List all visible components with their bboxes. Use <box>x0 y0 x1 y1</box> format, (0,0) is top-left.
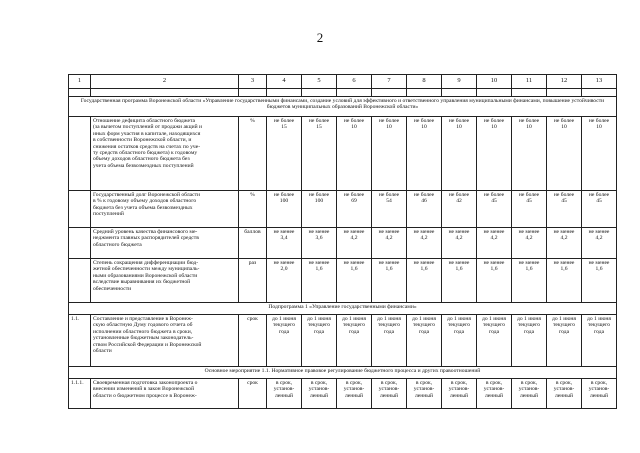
value-cell: не более 10 <box>582 117 617 191</box>
value-cell: до 1 июня текущего года <box>267 315 302 367</box>
number-cell <box>69 259 91 303</box>
header-cell: 4 <box>267 75 302 89</box>
indicator-name: Степень сокращения дифференциации бюд- жетной обеспеченности между муниципаль- ными образованиями Воронежской области вследствие выравнивания их бюджетной обеспеченности <box>91 259 239 303</box>
header-cell: 8 <box>407 75 442 89</box>
indicator-row <box>69 259 617 303</box>
spacer-row <box>69 89 617 97</box>
unit-cell: срок <box>239 379 267 409</box>
unit-cell: срок <box>239 315 267 367</box>
number-cell: 1.1.1. <box>69 379 91 409</box>
number-cell <box>69 228 91 259</box>
empty-cell <box>69 89 91 97</box>
header-cell: 3 <box>239 75 267 89</box>
header-cell: 10 <box>477 75 512 89</box>
value-cell: в срок, установ- ленный <box>582 379 617 409</box>
value-cell: не более 54 <box>372 191 407 228</box>
value-cell: не менее 1,6 <box>302 259 337 303</box>
value-cell: в срок, установ- ленный <box>337 379 372 409</box>
indicator-row <box>69 191 617 228</box>
indicators-table <box>68 74 617 409</box>
value-cell: в срок, установ- ленный <box>372 379 407 409</box>
value-cell: не менее 4,2 <box>512 228 547 259</box>
header-cell: 11 <box>512 75 547 89</box>
value-cell: до 1 июня текущего года <box>547 315 582 367</box>
value-cell: не более 46 <box>407 191 442 228</box>
subprogram-row <box>69 303 617 315</box>
indicator-name: Средний уровень качества финансового ме- неджмента главных распорядителей средств областного бюджета <box>91 228 239 259</box>
value-cell: не более 45 <box>477 191 512 228</box>
main-event-row <box>69 367 617 379</box>
empty-cell <box>512 89 547 97</box>
header-cell: 9 <box>442 75 477 89</box>
indicator-name: Отношение дефицита областного бюджета (за вычетом поступлений от продажи акций и иных форм участия в капитале, находящихся в собственности Воронежской области, и снижения остатков средств на счетах по уче- ту средств областного бюджета) к годовому объему доходов областного бюджета без учета объема безвозмездных поступлений <box>91 117 239 191</box>
page-number: 2 <box>316 30 324 45</box>
value-cell: до 1 июня текущего года <box>302 315 337 367</box>
header-cell: 1 <box>69 75 91 89</box>
empty-cell <box>407 89 442 97</box>
header-cell: 5 <box>302 75 337 89</box>
header-cell: 13 <box>582 75 617 89</box>
value-cell: не более 100 <box>302 191 337 228</box>
value-cell: не менее 4,2 <box>337 228 372 259</box>
empty-cell <box>547 89 582 97</box>
indicator-row <box>69 228 617 259</box>
value-cell: не менее 1,6 <box>582 259 617 303</box>
value-cell: не более 45 <box>547 191 582 228</box>
value-cell: не менее 4,2 <box>582 228 617 259</box>
value-cell: не менее 1,6 <box>442 259 477 303</box>
value-cell: не более 10 <box>372 117 407 191</box>
value-cell: в срок, установ- ленный <box>302 379 337 409</box>
header-row <box>69 75 617 89</box>
value-cell: не менее 4,2 <box>407 228 442 259</box>
number-cell <box>69 117 91 191</box>
indicator-name: Составление и представление в Воронеж- скую областную Думу годового отчета об исполнении областного бюджета в сроки, установленные бюджетным законодатель- ством Российской Федерации и Воронежской области <box>91 315 239 367</box>
value-cell: не менее 3,4 <box>267 228 302 259</box>
value-cell: не более 10 <box>547 117 582 191</box>
indicator-row-1-1-1 <box>69 379 617 409</box>
value-cell: не более 15 <box>267 117 302 191</box>
value-cell: не менее 4,2 <box>547 228 582 259</box>
value-cell: не менее 1,6 <box>547 259 582 303</box>
header-cell: 12 <box>547 75 582 89</box>
number-cell: 1.1. <box>69 315 91 367</box>
value-cell: в срок, установ- ленный <box>547 379 582 409</box>
value-cell: не более 10 <box>512 117 547 191</box>
value-cell: не более 42 <box>442 191 477 228</box>
value-cell: не менее 1,6 <box>337 259 372 303</box>
value-cell: не менее 1,6 <box>372 259 407 303</box>
empty-cell <box>337 89 372 97</box>
indicator-name: Государственный долг Воронежской области в % к годовому объему доходов областного бюджета без учета объема безвозмездных поступлений <box>91 191 239 228</box>
value-cell: до 1 июня текущего года <box>337 315 372 367</box>
unit-cell: % <box>239 191 267 228</box>
indicator-name: Своевременная подготовка законопроекта о внесении изменений в закон Воронежской области о бюджетном процессе в Воронеж- <box>91 379 239 409</box>
indicator-row-1-1 <box>69 315 617 367</box>
value-cell: не менее 3,6 <box>302 228 337 259</box>
header-cell: 6 <box>337 75 372 89</box>
unit-cell: % <box>239 117 267 191</box>
value-cell: до 1 июня текущего года <box>512 315 547 367</box>
value-cell: до 1 июня текущего года <box>372 315 407 367</box>
value-cell: не менее 1,6 <box>477 259 512 303</box>
program-title: Государственная программа Воронежской области «Управление государственными финансами, создание условий для эффективного и ответственного управления муниципальными финансами, повышение устойчивости бюджетов муниципальных образований Воронежской области» <box>69 97 617 117</box>
value-cell: не менее 2,0 <box>267 259 302 303</box>
main-event-title: Основное мероприятие 1.1. Нормативное правовое регулирование бюджетного процесса и других правоотношений <box>69 367 617 379</box>
value-cell: не более 15 <box>302 117 337 191</box>
value-cell: до 1 июня текущего года <box>477 315 512 367</box>
value-cell: до 1 июня текущего года <box>442 315 477 367</box>
value-cell: не менее 4,2 <box>477 228 512 259</box>
value-cell: не более 10 <box>337 117 372 191</box>
value-cell: не менее 4,2 <box>372 228 407 259</box>
value-cell: в срок, установ- ленный <box>407 379 442 409</box>
value-cell: не менее 1,6 <box>407 259 442 303</box>
empty-cell <box>239 89 267 97</box>
empty-cell <box>372 89 407 97</box>
value-cell: в срок, установ- ленный <box>477 379 512 409</box>
value-cell: не менее 4,2 <box>442 228 477 259</box>
empty-cell <box>302 89 337 97</box>
value-cell: в срок, установ- ленный <box>267 379 302 409</box>
value-cell: в срок, установ- ленный <box>442 379 477 409</box>
value-cell: до 1 июня текущего года <box>582 315 617 367</box>
value-cell: до 1 июня текущего года <box>407 315 442 367</box>
unit-cell: раз <box>239 259 267 303</box>
value-cell: в срок, установ- ленный <box>512 379 547 409</box>
subprogram-title: Подпрограмма 1 «Управление государственными финансами» <box>69 303 617 315</box>
empty-cell <box>267 89 302 97</box>
value-cell: не более 100 <box>267 191 302 228</box>
value-cell: не более 69 <box>337 191 372 228</box>
empty-cell <box>442 89 477 97</box>
value-cell: не более 10 <box>442 117 477 191</box>
empty-cell <box>582 89 617 97</box>
number-cell <box>69 191 91 228</box>
empty-cell <box>477 89 512 97</box>
indicator-row <box>69 117 617 191</box>
value-cell: не менее 1,6 <box>512 259 547 303</box>
value-cell: не более 45 <box>582 191 617 228</box>
empty-cell <box>91 89 239 97</box>
header-cell: 2 <box>91 75 239 89</box>
program-title-row <box>69 97 617 117</box>
value-cell: не более 10 <box>407 117 442 191</box>
value-cell: не более 10 <box>477 117 512 191</box>
value-cell: не более 45 <box>512 191 547 228</box>
unit-cell: баллов <box>239 228 267 259</box>
header-cell: 7 <box>372 75 407 89</box>
